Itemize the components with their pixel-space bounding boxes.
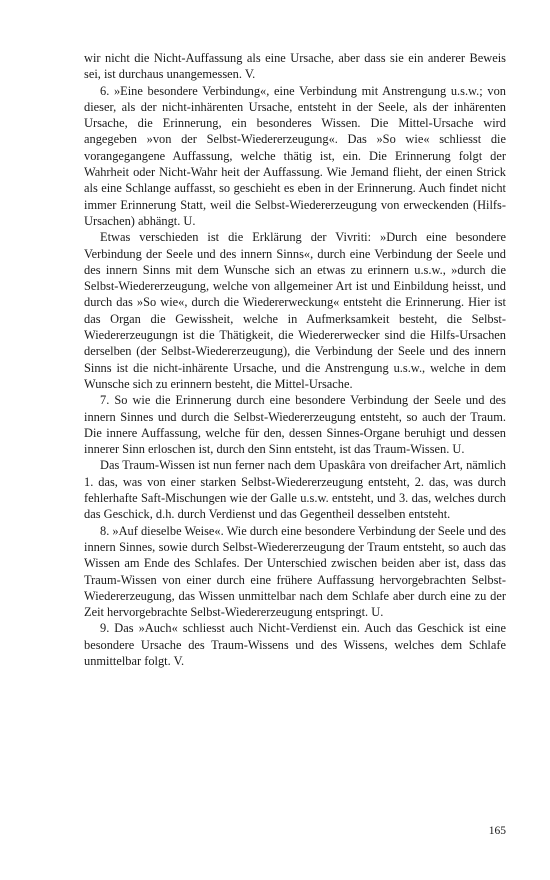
paragraph-2: 6. »Eine besondere Verbindung«, eine Verbindung mit Anstrengung u.s.w.; von dieser, als der nicht-inhärenten Ursache, entsteht in der Seele, als der inhärenten Ursache, die Erinnerung, ein besonderes Wissen. Die Mittel-Ursache wird angegeben »von der Selbst-Wiedererzeugung«. Das »So wie« schliesst die vorangegangene Auffassung, welche thätig ist, ein. Die Erinnerung folgt der Wahrheit oder Nicht-Wahr heit der Auffassung. Wie Jemand flieht, der einen Strick als eine Schlange auffasst, so geschieht es eben in der Erinnerung. Auch findet nicht immer Erinnerung Statt, weil die Selbst-Wiedererzeugung von erweckenden (Hilfs-Ursachen) abhängt. U. — [84, 83, 506, 228]
document-body — [84, 50, 506, 669]
paragraph-7: 9. Das »Auch« schliesst auch Nicht-Verdienst ein. Auch das Geschick ist eine besondere Ursache des Traum-Wissens und des Wissens, welches dem Schlafe unmittelbar folgt. V. — [84, 621, 506, 668]
paragraph-6: 8. »Auf dieselbe Weise«. Wie durch eine besondere Verbindung der Seele und des innern Sinnes, sowie durch Selbst-Wiedererzeugung der Traum entsteht, so auch das Wissen am Ende des Schlafes. Der Unterschied zwischen beiden aber ist, dass das Traum-Wissen von einer durch eine frühere Auffassung hervorgebrachten Selbst-Wiedererzeugung, das Wissen unmittelbar nach dem Schlafe aber durch eine zu der Zeit hervorgebrachte Selbst-Wiedererzeugung entspringt. U. — [84, 523, 506, 620]
paragraph-5: Das Traum-Wissen ist nun ferner nach dem Upaskâra von dreifacher Art, nämlich 1. das, was von einer starken Selbst-Wiedererzeugung entsteht, 2. das, was durch fehlerhafte Saft-Mischungen wie der Galle u.s.w. entsteht, und 3. das, welches durch das Geschick, d.h. durch Verdienst und das Gegentheil desselben entsteht. — [84, 458, 506, 522]
page-number: 165 — [488, 825, 506, 837]
paragraph-3: Etwas verschieden ist die Erklärung der Vivriti: »Durch eine besondere Verbindung der Seele und des innern Sinns«, durch eine Verbindung der Seele und des innern Sinns mit dem Wunsche sich an etwas zu erinnern u.s.w., »durch die Selbst-Wiedererzeugung, welche von allgemeiner Art ist und Einbildung heisst, und durch das »So wie«, durch die Wiedererweckung« entsteht die Erinnerung. Hier ist das Organ die Gewissheit, welche in Aufmerksamkeit besteht, die Selbst-Wiedererzeugungn ist die Thätigkeit, die Wiedererwecker sind die Hilfs-Ursachen derselben (der Selbst-Wiedererzeugung), die Verbindung der Seele und des innern Sinns ist die nicht-inhärente Ursache, und die Anstrengung u.s.w., welche in dem Wunsche sich zu erinnern besteht, die Mittel-Ursache. — [84, 230, 506, 391]
paragraph-1: wir nicht die Nicht-Auffassung als eine Ursache, aber dass sie ein anderer Beweis sei, ist durchaus unangemessen. V. — [84, 51, 506, 82]
paragraph-4: 7. So wie die Erinnerung durch eine besondere Verbindung der Seele und des innern Sinnes und durch die Selbst-Wiedererzeugung entsteht, so auch der Traum. Die innere Auffassung, welche für den, dessen Sinnes-Organe beruhigt und dessen innerer Sinn erloschen ist, durch den Sinn entsteht, ist das Traum-Wissen. U. — [84, 393, 506, 457]
